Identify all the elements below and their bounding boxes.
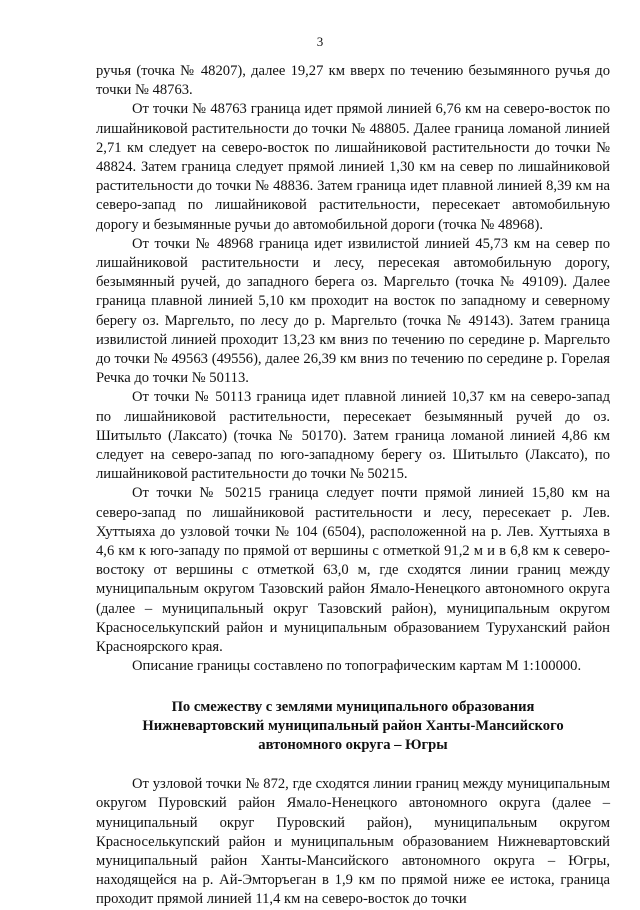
paragraph-map-note: Описание границы составлено по топографическим картам М 1:100000. <box>132 658 582 675</box>
page-number: 3 <box>316 34 324 49</box>
section-heading-line: Нижневартовский муниципальный район Ханты-Мансийского <box>142 717 564 734</box>
paragraph: От узловой точки № 872, где сходятся линии границ между муниципальным округом Пуровский район Ямало-Ненецкого автономного округа (далее – муниципальный округ Пуровский район), муниципальным округом Красноселькупский район и муниципальным образованием Нижневартовский муниципальный район Ханты-Мансийского автономного округа – Югры, находящейся на р. Ай-Эмторъеган в 1,9 км по прямой ниже ее истока, граница проходит прямой линией 11,4 км на северо-восток до точки <box>96 776 610 908</box>
section-heading-line: По смежеству с землями муниципального образования <box>171 698 535 715</box>
paragraph: От точки № 50113 граница идет плавной линией 10,37 км на северо-запад по лишайниковой растительности, пересекает безымянный ручей до оз. Шитыльто (Лаксато) (точка № 50170). Затем граница ломаной линией 4,86 км следует на северо-запад по юго-западному берегу оз. Шитыльто (Лаксато), по лишайниковой растительности до точки № 50215. <box>96 389 610 483</box>
document-body <box>96 62 610 910</box>
paragraph: От точки № 48763 граница идет прямой линией 6,76 км на северо-восток по лишайниковой растительности до точки № 48805. Далее граница ломаной линией 2,71 км следует на северо-восток по лишайниковой растительности до точки № 48824. Затем граница следует прямой линией 1,30 км на север по лишайниковой растительности до точки № 48836. Затем граница идет плавной линией 8,39 км на северо-запад по лишайниковой растительности, пересекает автомобильную дорогу и безымянные ручьи до автомобильной дороги (точка № 48968). <box>96 101 610 233</box>
paragraph: От точки № 48968 граница идет извилистой линией 45,73 км на север по лишайниковой растительности и лесу, пересекая автомобильную дорогу, безымянный ручей, до западного берега оз. Маргельто (точка № 49109). Далее граница плавной линией 5,10 км проходит на восток по западному и северному берегу оз. Маргельто, по лесу до р. Маргельто (точка № 49143). Затем граница извилистой линией проходит 13,23 км вниз по течению по середине р. Маргельто до точки № 49563 (49556), далее 26,39 км вниз по течению по середине р. Горелая Речка до точки № 50113. <box>96 235 610 387</box>
section-heading <box>96 698 610 756</box>
paragraph: От точки № 50215 граница следует почти прямой линией 15,80 км на северо-запад по лишайниковой растительности и лесу, пересекает р. Лев. Хуттыяха до узловой точки № 104 (6504), расположенной на р. Лев. Хуттыяха в 4,6 км к юго-западу по прямой от вершины с отметкой 91,2 м и в 6,8 км к северо-востоку от вершины с отметкой 63,0 м, где сходятся линии границ между муниципальным округом Тазовский район Ямало-Ненецкого автономного округа (далее – муниципальный округ Тазовский район), муниципальным округом Красноселькупский район и муниципальным образованием Туруханский район Красноярского края. <box>96 485 610 656</box>
paragraph-continuation: ручья (точка № 48207), далее 19,27 км вверх по течению безымянного ручья до точки № 48763. <box>96 63 610 99</box>
section-heading-line: автономного округа – Югры <box>258 736 448 753</box>
